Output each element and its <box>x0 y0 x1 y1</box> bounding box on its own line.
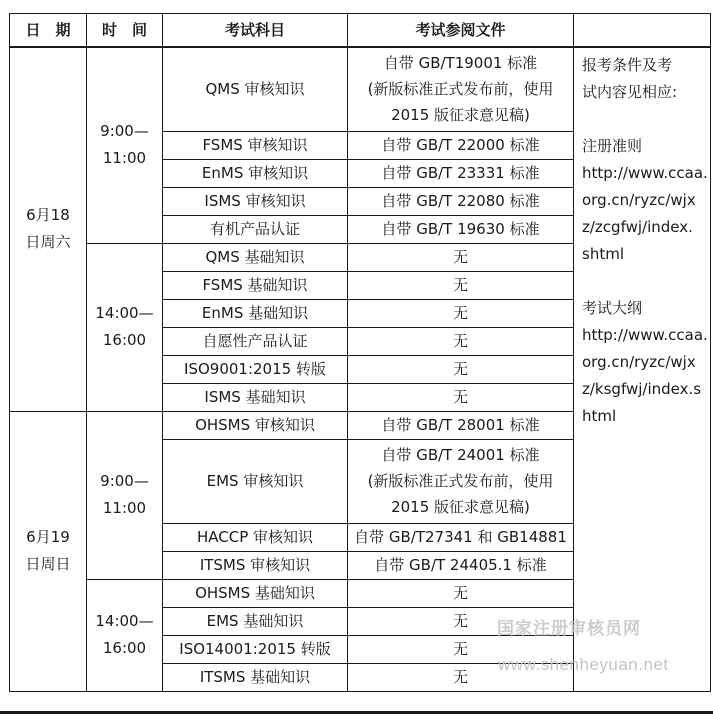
file-line: (新版标准正式发布前，使用 <box>367 80 554 99</box>
time-line: 9:00— <box>100 122 149 141</box>
file-line: 无 <box>452 332 468 350</box>
notes-line: shtml <box>582 245 624 263</box>
subject-cell: ISMS 基础知识 <box>163 383 348 411</box>
header-row <box>10 14 711 48</box>
file-cell <box>348 299 574 327</box>
time-cell <box>87 579 163 691</box>
subject-cell: HACCP 审核知识 <box>163 523 348 551</box>
file-line: 自带 GB/T 22000 标准 <box>381 136 540 154</box>
notes-line: 考试大纲 <box>582 299 643 317</box>
notes-line: 注册准则 <box>582 137 643 155</box>
date-cell <box>10 411 87 691</box>
file-line: 自带 GB/T 23331 标准 <box>381 164 540 182</box>
file-cell <box>348 355 574 383</box>
subject-cell: ISMS 审核知识 <box>163 187 348 215</box>
subject-cell: OHSMS 审核知识 <box>163 411 348 439</box>
file-cell <box>348 131 574 159</box>
header-notes <box>574 14 711 48</box>
notes-line: http://www.ccaa. <box>582 326 708 344</box>
header-files: 考试参阅文件 <box>348 14 574 48</box>
file-line: 2015 版征求意见稿) <box>391 498 530 516</box>
file-line: 自带 GB/T 19630 标准 <box>381 220 540 238</box>
file-line: 无 <box>452 248 468 266</box>
file-cell <box>348 579 574 607</box>
file-cell <box>348 635 574 663</box>
subject-cell: FSMS 审核知识 <box>163 131 348 159</box>
file-line: 自带 GB/T 22080 标准 <box>381 192 540 210</box>
file-line: 自带 GB/T 24405.1 标准 <box>374 556 547 574</box>
date-line: 日周日 <box>25 555 71 573</box>
notes-line: org.cn/ryzc/wjx <box>582 191 696 209</box>
file-cell <box>348 187 574 215</box>
time-line: 16:00 <box>102 331 147 349</box>
time-line: 14:00— <box>95 304 154 322</box>
subject-cell: 自愿性产品认证 <box>163 327 348 355</box>
file-line: 无 <box>452 584 468 602</box>
file-cell <box>348 383 574 411</box>
subject-cell: FSMS 基础知识 <box>163 271 348 299</box>
exam-schedule-table <box>9 13 711 692</box>
date-line: 日周六 <box>25 233 71 252</box>
file-line: 无 <box>452 388 468 406</box>
subject-cell: QMS 审核知识 <box>163 47 348 131</box>
time-cell <box>87 411 163 579</box>
subject-cell: EMS 基础知识 <box>163 607 348 635</box>
subject-cell: QMS 基础知识 <box>163 243 348 271</box>
notes-line: z/ksgfwj/index.s <box>582 380 702 398</box>
file-line: 无 <box>452 668 468 686</box>
file-line: 自带 GB/T 24001 标准 <box>381 446 540 464</box>
watermark-site-url: www.shenheyuan.net <box>498 655 669 674</box>
subject-cell: ITSMS 基础知识 <box>163 663 348 691</box>
subject-cell: 有机产品认证 <box>163 215 348 243</box>
watermark-site-name: 国家注册审核员网 <box>497 619 641 639</box>
schedule-body <box>10 47 711 691</box>
notes-line: org.cn/ryzc/wjx <box>582 353 696 371</box>
file-cell <box>348 439 574 523</box>
file-line: 2015 版征求意见稿) <box>391 106 530 125</box>
date-cell <box>10 47 87 411</box>
file-cell <box>348 243 574 271</box>
file-line: 无 <box>452 360 468 378</box>
subject-cell: ITSMS 审核知识 <box>163 551 348 579</box>
file-line: 自带 GB/T 28001 标准 <box>381 416 540 434</box>
subject-cell: OHSMS 基础知识 <box>163 579 348 607</box>
time-line: 9:00— <box>100 472 149 490</box>
subject-cell: EnMS 基础知识 <box>163 299 348 327</box>
file-line: 无 <box>452 640 468 658</box>
file-line: 自带 GB/T27341 和 GB14881 <box>354 528 567 546</box>
file-cell <box>348 523 574 551</box>
file-line: 无 <box>452 304 468 322</box>
file-cell <box>348 159 574 187</box>
subject-cell: ISO14001:2015 转版 <box>163 635 348 663</box>
file-cell <box>348 47 574 131</box>
notes-line: html <box>582 407 617 425</box>
notes-spacer <box>582 268 710 295</box>
notes-spacer <box>582 106 710 133</box>
subject-cell: EnMS 审核知识 <box>163 159 348 187</box>
notes-line: 试内容见相应: <box>582 83 678 101</box>
date-line: 6月19 <box>26 528 70 546</box>
file-cell <box>348 411 574 439</box>
file-cell <box>348 327 574 355</box>
header-date: 日 期 <box>10 14 87 48</box>
header-time: 时 间 <box>87 14 163 48</box>
file-line: 无 <box>452 612 468 630</box>
time-line: 16:00 <box>102 639 147 657</box>
bottom-rule <box>0 711 713 714</box>
header-subject: 考试科目 <box>163 14 348 48</box>
file-cell <box>348 551 574 579</box>
file-line: (新版标准正式发布前，使用 <box>367 472 554 490</box>
time-cell <box>87 243 163 411</box>
date-line: 6月18 <box>26 206 70 225</box>
time-line: 11:00 <box>102 499 147 517</box>
table-row <box>10 47 711 131</box>
notes-cell <box>574 47 711 691</box>
file-cell <box>348 663 574 691</box>
time-line: 14:00— <box>95 612 154 630</box>
file-cell <box>348 215 574 243</box>
file-line: 自带 GB/T19001 标准 <box>383 54 538 73</box>
subject-cell: ISO9001:2015 转版 <box>163 355 348 383</box>
notes-line: z/zcgfwj/index. <box>582 218 693 236</box>
file-cell <box>348 271 574 299</box>
time-line: 11:00 <box>102 149 147 168</box>
file-line: 无 <box>452 276 468 294</box>
file-cell <box>348 607 574 635</box>
time-cell <box>87 47 163 243</box>
notes-line: http://www.ccaa. <box>582 164 708 182</box>
subject-cell: EMS 审核知识 <box>163 439 348 523</box>
notes-line: 报考条件及考 <box>582 56 673 74</box>
